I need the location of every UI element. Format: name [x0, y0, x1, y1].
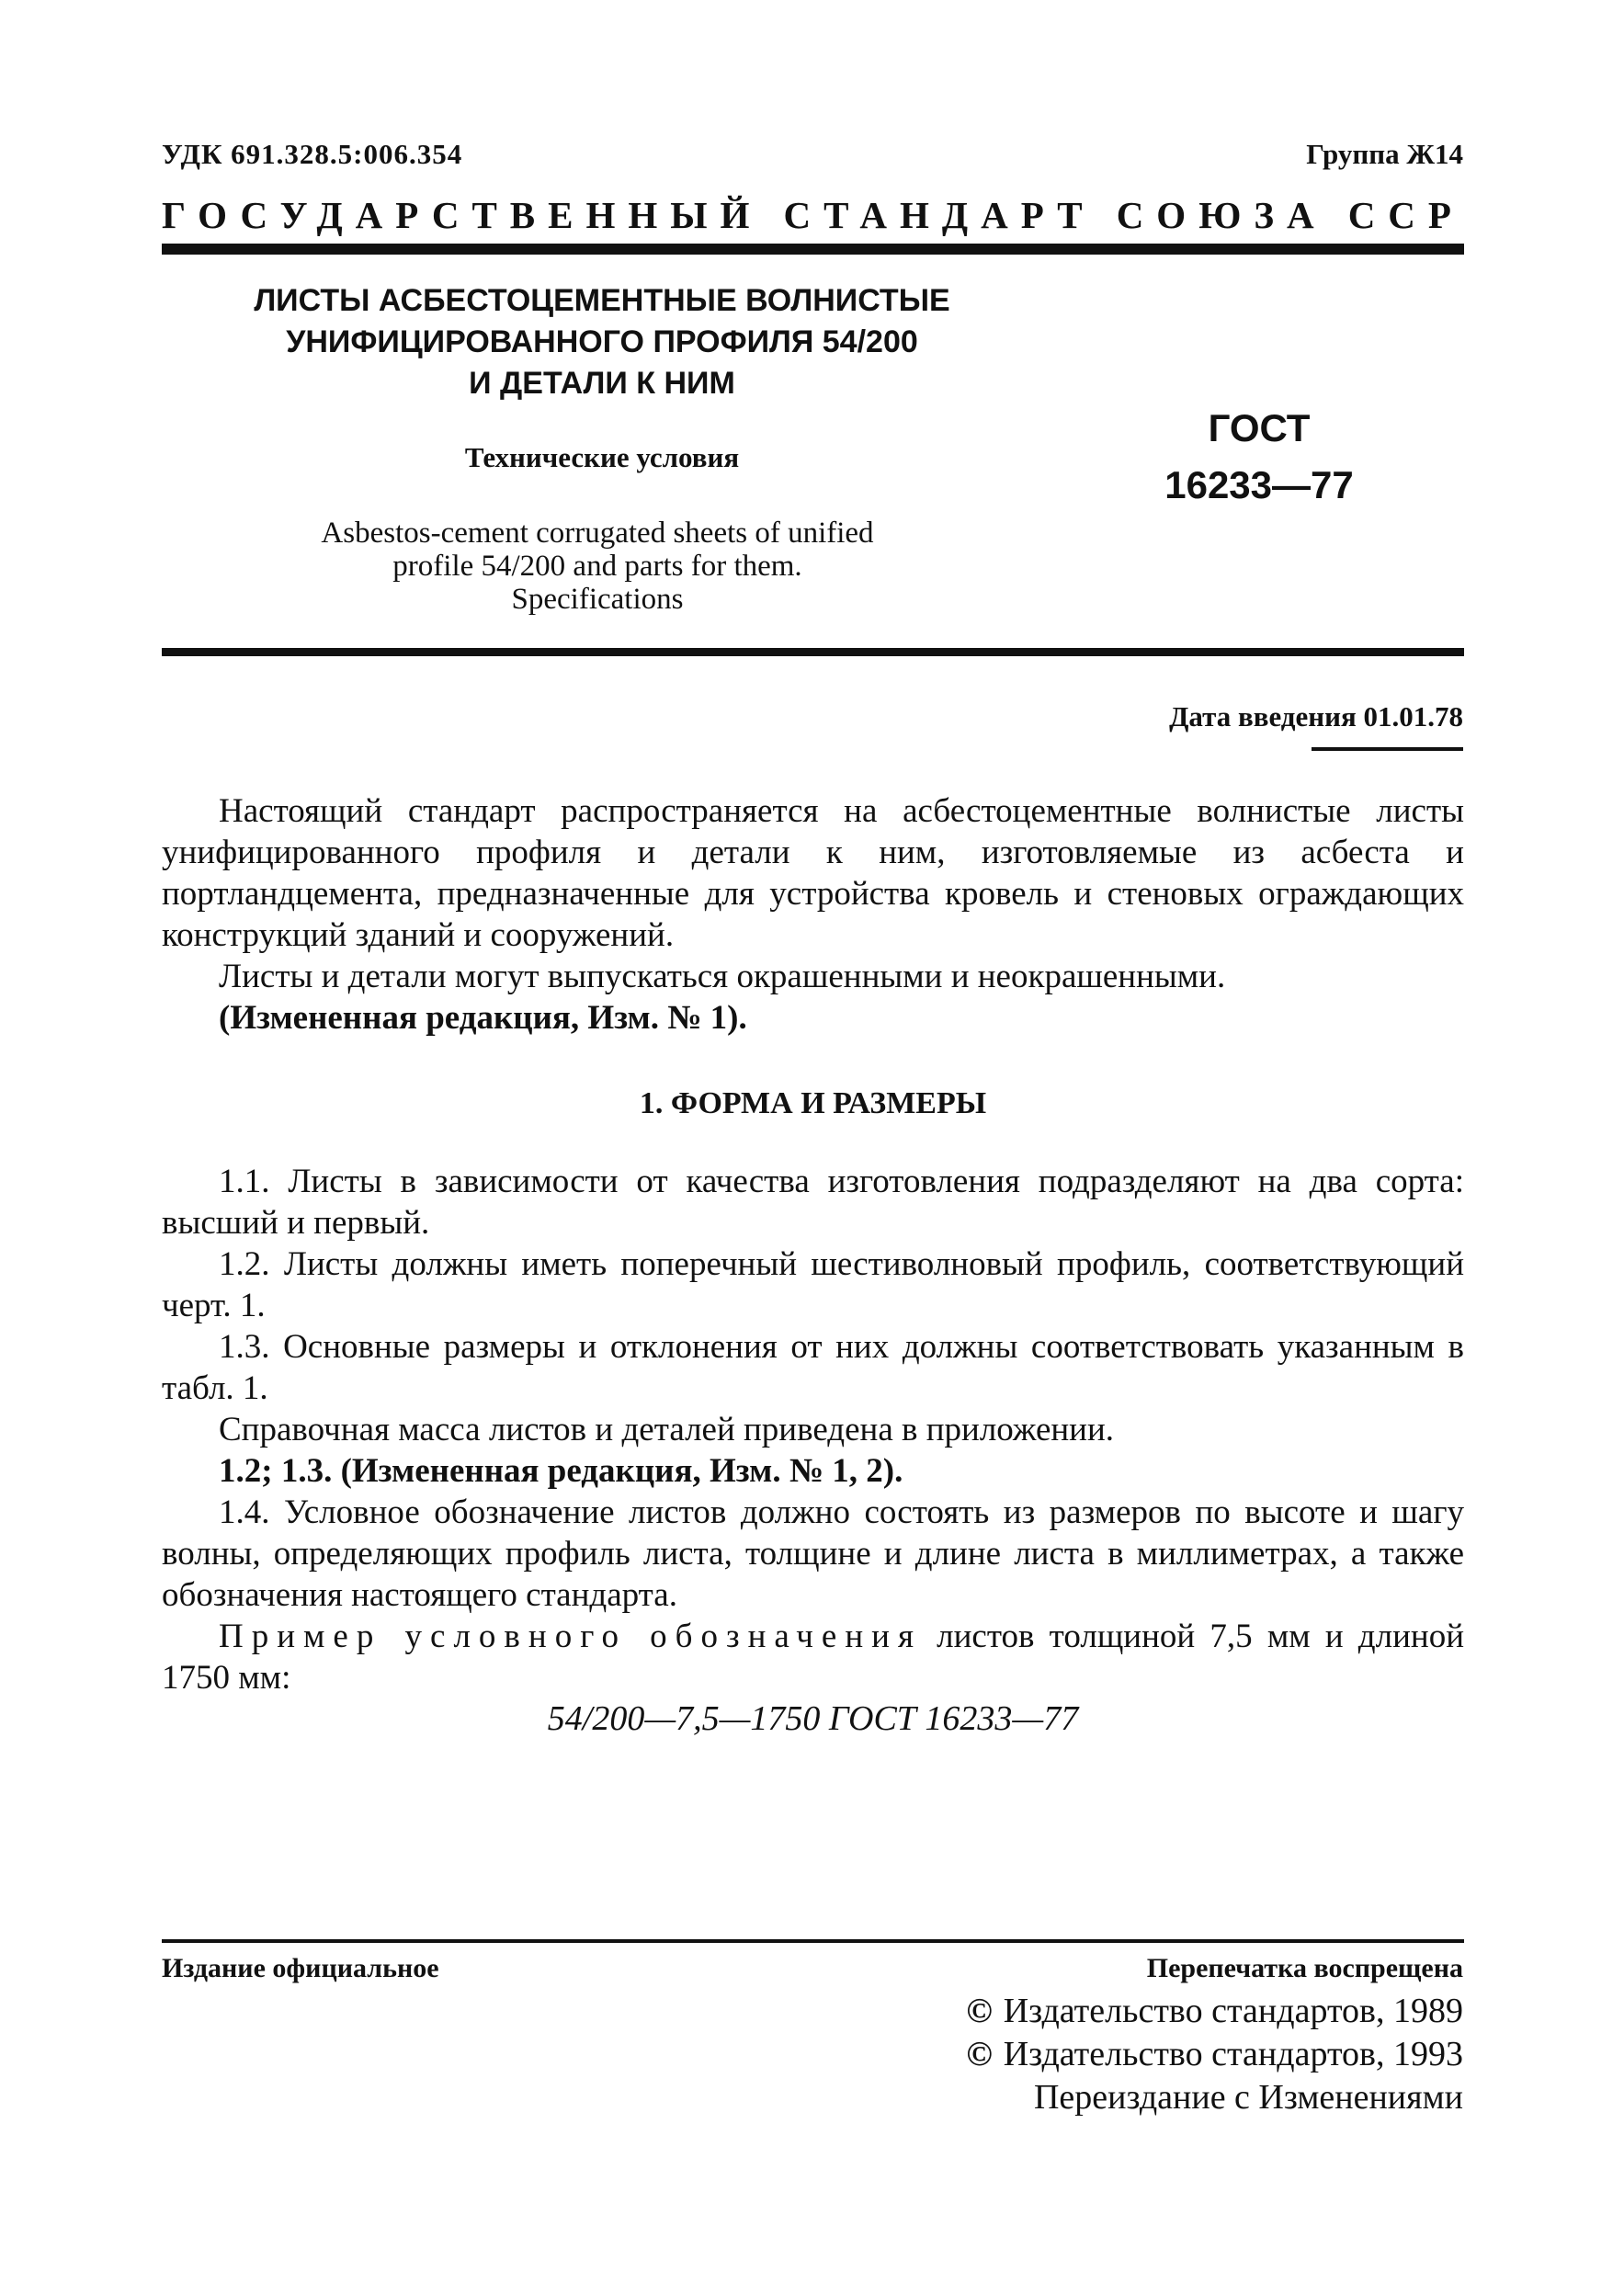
- paragraph: Листы и детали могут выпускаться окрашенными и неокрашенными.: [219, 958, 1226, 995]
- udk-code: УДК 691.328.5:006.354: [162, 138, 463, 170]
- title-line: УНИФИЦИРОВАННОГО ПРОФИЛЯ 54/200: [286, 324, 918, 359]
- clause: 1.1. Листы в зависимости от качества изготовления подразделяют на два сорта: высший и первый.: [162, 1163, 1464, 1242]
- publisher-info: [966, 1990, 1463, 2119]
- example-intro: [162, 1616, 1464, 1698]
- document-title: [211, 280, 993, 404]
- reprint-notice: Перепечатка воспрещена: [1146, 1953, 1463, 1983]
- amendment-note: 1.2; 1.3. (Измененная редакция, Изм. № 1, 2).: [219, 1452, 903, 1490]
- example-spaced-text: Пример условного обозначения: [219, 1618, 922, 1655]
- introduction-date: Дата введения 01.01.78: [1169, 700, 1463, 732]
- title-line: ЛИСТЫ АСБЕСТОЦЕМЕНТНЫЕ ВОЛНИСТЫЕ: [254, 283, 950, 318]
- document-subtitle: Технические условия: [464, 441, 740, 473]
- date-underline: [1312, 747, 1463, 751]
- paragraph: Справочная масса листов и деталей приведена в приложении.: [219, 1411, 1115, 1448]
- group-code: Группа Ж14: [1306, 138, 1463, 170]
- copyright-line: [966, 2033, 1463, 2076]
- document-body: [162, 790, 1464, 1740]
- state-standard-banner: [162, 193, 1464, 237]
- banner-word: ГОСУДАРСТВЕННЫЙ: [162, 194, 763, 236]
- amendment-note: (Измененная редакция, Изм. № 1).: [219, 999, 747, 1037]
- gost-label: ГОСТ: [1208, 406, 1311, 449]
- english-title-line: profile 54/200 and parts for them.: [392, 550, 802, 583]
- publisher-text: Издательство стандартов, 1989: [1003, 1992, 1463, 2030]
- publisher-text: Издательство стандартов, 1993: [1003, 2035, 1463, 2073]
- title-line: И ДЕТАЛИ К НИМ: [469, 366, 735, 401]
- banner-word: СТАНДАРТ: [783, 194, 1096, 236]
- copyright-line: [966, 1990, 1463, 2033]
- copyright-icon: ©: [966, 2035, 993, 2073]
- section-heading: 1. ФОРМА И РАЗМЕРЫ: [639, 1086, 987, 1120]
- copyright-icon: ©: [966, 1992, 993, 2030]
- english-title-line: Specifications: [511, 583, 684, 616]
- banner-word: СОЮЗА: [1116, 194, 1327, 236]
- banner-word: ССР: [1347, 194, 1464, 236]
- clause: 1.2. Листы должны иметь поперечный шестиволновый профиль, соответствующий черт. 1.: [162, 1245, 1464, 1324]
- gost-number: 16233—77: [1164, 463, 1354, 506]
- paragraph: Настоящий стандарт распространяется на асбестоцементные волнистые листы унифицированного профиля и детали к ним, изготовляемые из асбеста и портландцемента, предназначенные для устройства кровель и стеновых ограждающих конструкций зданий и сооружений.: [162, 792, 1464, 954]
- official-edition: Издание официальное: [162, 1953, 439, 1983]
- example-rest-text: листов толщиной 7,5 мм и длиной 1750 мм:: [162, 1618, 1464, 1697]
- middle-rule: [162, 648, 1464, 656]
- clause: 1.4. Условное обозначение листов должно состоять из размеров по высоте и шагу волны, определяющих профиль листа, толщине и длине листа в миллиметрах, а также обозначения настоящего стандарта.: [162, 1493, 1464, 1614]
- top-rule: [162, 244, 1464, 255]
- reissue-note: Переиздание с Изменениями: [1033, 2078, 1463, 2117]
- bottom-rule: [162, 1939, 1464, 1943]
- clause: 1.3. Основные размеры и отклонения от них должны соответствовать указанным в табл. 1.: [162, 1328, 1464, 1407]
- designation-example: 54/200—7,5—1750 ГОСТ 16233—77: [547, 1699, 1079, 1738]
- english-title-line: Asbestos-cement corrugated sheets of unified: [321, 517, 874, 550]
- gost-designation: [1140, 400, 1379, 514]
- english-title: [230, 517, 965, 616]
